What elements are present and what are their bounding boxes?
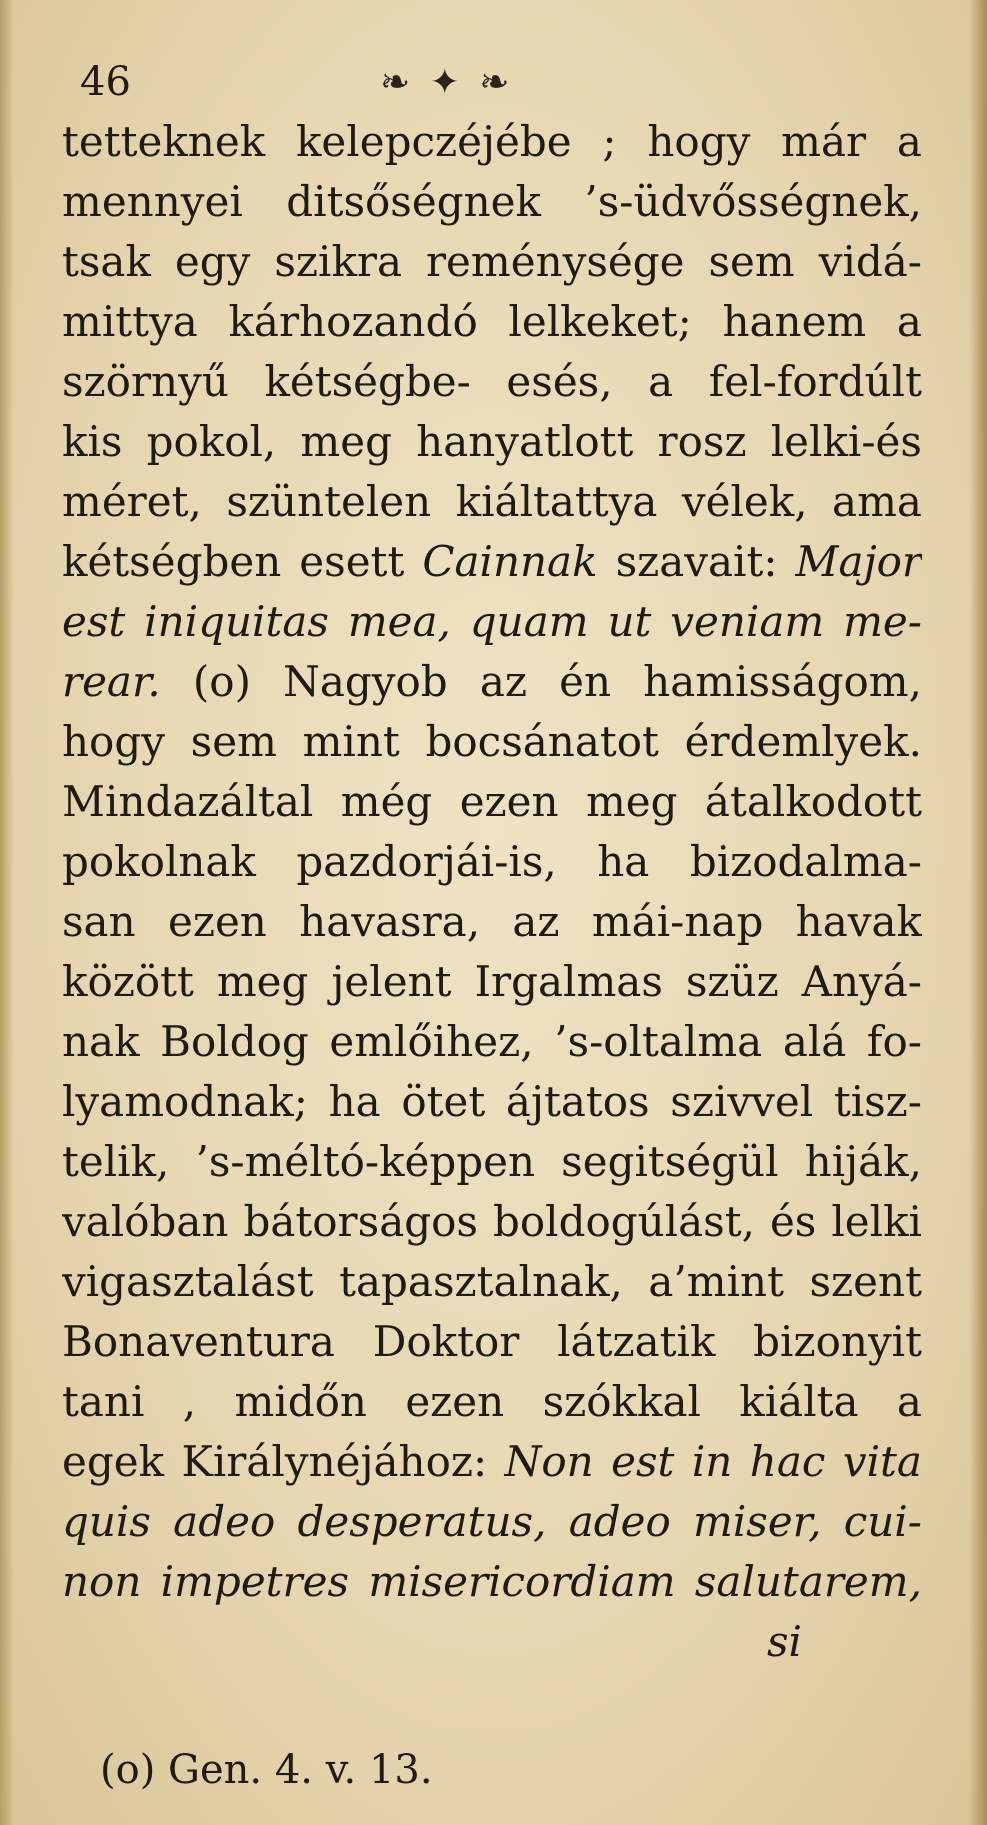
word: ezen — [167, 897, 267, 946]
word: szent — [809, 1257, 922, 1306]
word: Major — [795, 537, 922, 586]
word: sem — [190, 717, 277, 766]
word: ezen — [459, 777, 559, 826]
word: meg — [216, 957, 309, 1006]
text-line — [62, 112, 922, 172]
word: ’s-méltó-képpen — [195, 1137, 536, 1186]
word: (o) — [192, 657, 251, 706]
text-line — [62, 232, 922, 292]
word: reménysége — [425, 237, 685, 286]
text-line — [62, 1192, 922, 1252]
word: vidá- — [818, 237, 922, 286]
word: adeo — [173, 1497, 276, 1546]
word: kelepczéjébe — [295, 117, 572, 166]
word: ájtatos — [505, 1077, 650, 1126]
word: in — [691, 1437, 733, 1486]
word: Mindazáltal — [62, 777, 314, 826]
word: a’mint — [648, 1257, 784, 1306]
text-line — [62, 472, 922, 532]
word: bizodalma- — [689, 837, 922, 886]
word: Bonaventura — [62, 1317, 335, 1366]
word: szivvel — [670, 1077, 814, 1126]
word: lyamodnak; — [62, 1077, 308, 1126]
word: hiják, — [804, 1137, 922, 1186]
word: Doktor — [372, 1317, 520, 1366]
word: már — [781, 117, 867, 166]
text-line — [62, 1132, 922, 1192]
word: esés, — [506, 357, 613, 406]
word: pokol, — [146, 417, 277, 466]
word: Cainnak — [422, 537, 598, 586]
catchword: si — [767, 1617, 802, 1666]
word: ’s-üdvősségnek, — [584, 177, 922, 226]
word: valóban — [62, 1197, 229, 1246]
word: kis — [62, 417, 123, 466]
word: még — [340, 777, 433, 826]
word: alá — [782, 1017, 847, 1066]
word: mittya — [62, 297, 198, 346]
page-edge-left — [0, 0, 14, 1825]
word: est — [62, 597, 126, 646]
text-line — [62, 292, 922, 352]
text-line — [62, 412, 922, 472]
word: kétségben — [62, 537, 282, 586]
text-line — [62, 532, 922, 592]
word: ötet — [401, 1077, 486, 1126]
word: ’s-oltalma — [554, 1017, 763, 1066]
word: szörnyű — [62, 357, 229, 406]
word: ha — [328, 1077, 381, 1126]
word: non — [62, 1557, 142, 1606]
word: Anyá- — [801, 957, 922, 1006]
word: egy — [174, 237, 251, 286]
word: tisz- — [833, 1077, 922, 1126]
word: ditsőségnek — [286, 177, 541, 226]
word: vita — [842, 1437, 922, 1486]
word: ; — [602, 117, 617, 166]
word: hogy — [62, 717, 165, 766]
word: a — [648, 357, 674, 406]
page-number: 46 — [80, 59, 131, 105]
word: tetteknek — [62, 117, 266, 166]
text-line — [62, 1252, 922, 1312]
word: Boldog — [160, 1017, 309, 1066]
text-line — [62, 1372, 922, 1432]
word: desperatus, — [297, 1497, 547, 1546]
word: látzatik — [557, 1317, 716, 1366]
word: fel-fordúlt — [708, 357, 922, 406]
text-line — [62, 712, 922, 772]
word: Non — [504, 1437, 594, 1486]
word: salutarem, — [694, 1557, 922, 1606]
text-line — [62, 832, 922, 892]
word: san — [62, 897, 136, 946]
word: fo- — [866, 1017, 922, 1066]
word: kiáltattya — [455, 477, 658, 526]
word: tsak — [62, 237, 151, 286]
text-line — [62, 1432, 922, 1492]
word: lelkeket; — [508, 297, 692, 346]
word: impetres — [160, 1557, 350, 1606]
word: adeo — [568, 1497, 671, 1546]
text-line — [62, 1012, 922, 1072]
word: mái-nap — [591, 897, 764, 946]
word: nak — [62, 1017, 140, 1066]
word: miser, — [693, 1497, 822, 1546]
word: a — [896, 297, 922, 346]
word: havasra, — [299, 897, 481, 946]
word: cui- — [843, 1497, 922, 1546]
text-line — [62, 352, 922, 412]
word: esett — [299, 537, 405, 586]
word: sem — [708, 237, 795, 286]
word: lelki-és — [770, 417, 922, 466]
word: pazdorjái-is, — [296, 837, 557, 886]
body-text — [62, 112, 922, 1672]
word: hanem — [722, 297, 867, 346]
word: hac — [749, 1437, 826, 1486]
word: ha — [597, 837, 650, 886]
word: telik, — [62, 1137, 170, 1186]
word: szüntelen — [226, 477, 432, 526]
word: Királynéjához: — [181, 1437, 488, 1486]
word: mint — [302, 717, 400, 766]
word: és — [769, 1197, 817, 1246]
text-line — [62, 1312, 922, 1372]
text-line — [62, 592, 922, 652]
word: érdemlyek. — [684, 717, 922, 766]
word: bizonyit — [753, 1317, 922, 1366]
word: mea, — [347, 597, 451, 646]
text-line — [62, 1492, 922, 1552]
catchword-line — [62, 1612, 922, 1672]
footnote: (o) Gen. 4. v. 13. — [100, 1747, 433, 1793]
word: kárhozandó — [228, 297, 478, 346]
word: méret, — [62, 477, 202, 526]
word: jelent — [331, 957, 452, 1006]
word: Nagyob — [283, 657, 448, 706]
word: tani — [62, 1377, 145, 1426]
word: pokolnak — [62, 837, 256, 886]
word: hamisságom, — [643, 657, 922, 706]
text-line — [62, 172, 922, 232]
word: veniam — [670, 597, 825, 646]
word: bátorságos — [243, 1197, 478, 1246]
word: boldogúlást, — [492, 1197, 755, 1246]
text-line — [62, 652, 922, 712]
word: iniquitas — [144, 597, 329, 646]
word: kétségbe- — [264, 357, 471, 406]
word: emlőihez, — [329, 1017, 534, 1066]
word: átalkodott — [704, 777, 922, 826]
text-line — [62, 1072, 922, 1132]
word: havak — [795, 897, 922, 946]
word: misericordiam — [368, 1557, 676, 1606]
text-line — [62, 892, 922, 952]
word: quam — [469, 597, 589, 646]
word: én — [559, 657, 612, 706]
word: egek — [62, 1437, 165, 1486]
word: vélek, — [681, 477, 808, 526]
word: rosz — [657, 417, 747, 466]
word: szavait: — [615, 537, 778, 586]
word: est — [611, 1437, 675, 1486]
word: vigasztalást — [62, 1257, 314, 1306]
word: az — [512, 897, 560, 946]
word: meg — [300, 417, 392, 466]
word: hanyatlott — [416, 417, 634, 466]
text-line — [62, 1552, 922, 1612]
word: Irgalmas — [474, 957, 663, 1006]
word: me- — [843, 597, 922, 646]
word: segitségül — [561, 1137, 779, 1186]
word: szüz — [685, 957, 779, 1006]
text-line — [62, 772, 922, 832]
page-header — [80, 52, 910, 112]
word: quis — [62, 1497, 151, 1546]
word: tapasztalnak, — [339, 1257, 623, 1306]
word: rear. — [62, 657, 161, 706]
word: meg — [585, 777, 678, 826]
word: a — [896, 117, 922, 166]
header-ornament: ❧ ✦ ❧ — [380, 62, 514, 103]
word: midőn — [234, 1377, 367, 1426]
word: lelki — [831, 1197, 922, 1246]
word: bocsánatot — [425, 717, 659, 766]
word: mennyei — [62, 177, 243, 226]
text-line — [62, 952, 922, 1012]
word: kiálta — [739, 1377, 859, 1426]
word: ezen — [405, 1377, 505, 1426]
word: a — [896, 1377, 922, 1426]
word: ama — [832, 477, 922, 526]
word: az — [479, 657, 527, 706]
word: hogy — [647, 117, 751, 166]
word: között — [62, 957, 194, 1006]
word: szikra — [274, 237, 403, 286]
word: ut — [607, 597, 652, 646]
word: , — [182, 1377, 197, 1426]
page-edge-right — [969, 0, 987, 1825]
word: szókkal — [542, 1377, 701, 1426]
